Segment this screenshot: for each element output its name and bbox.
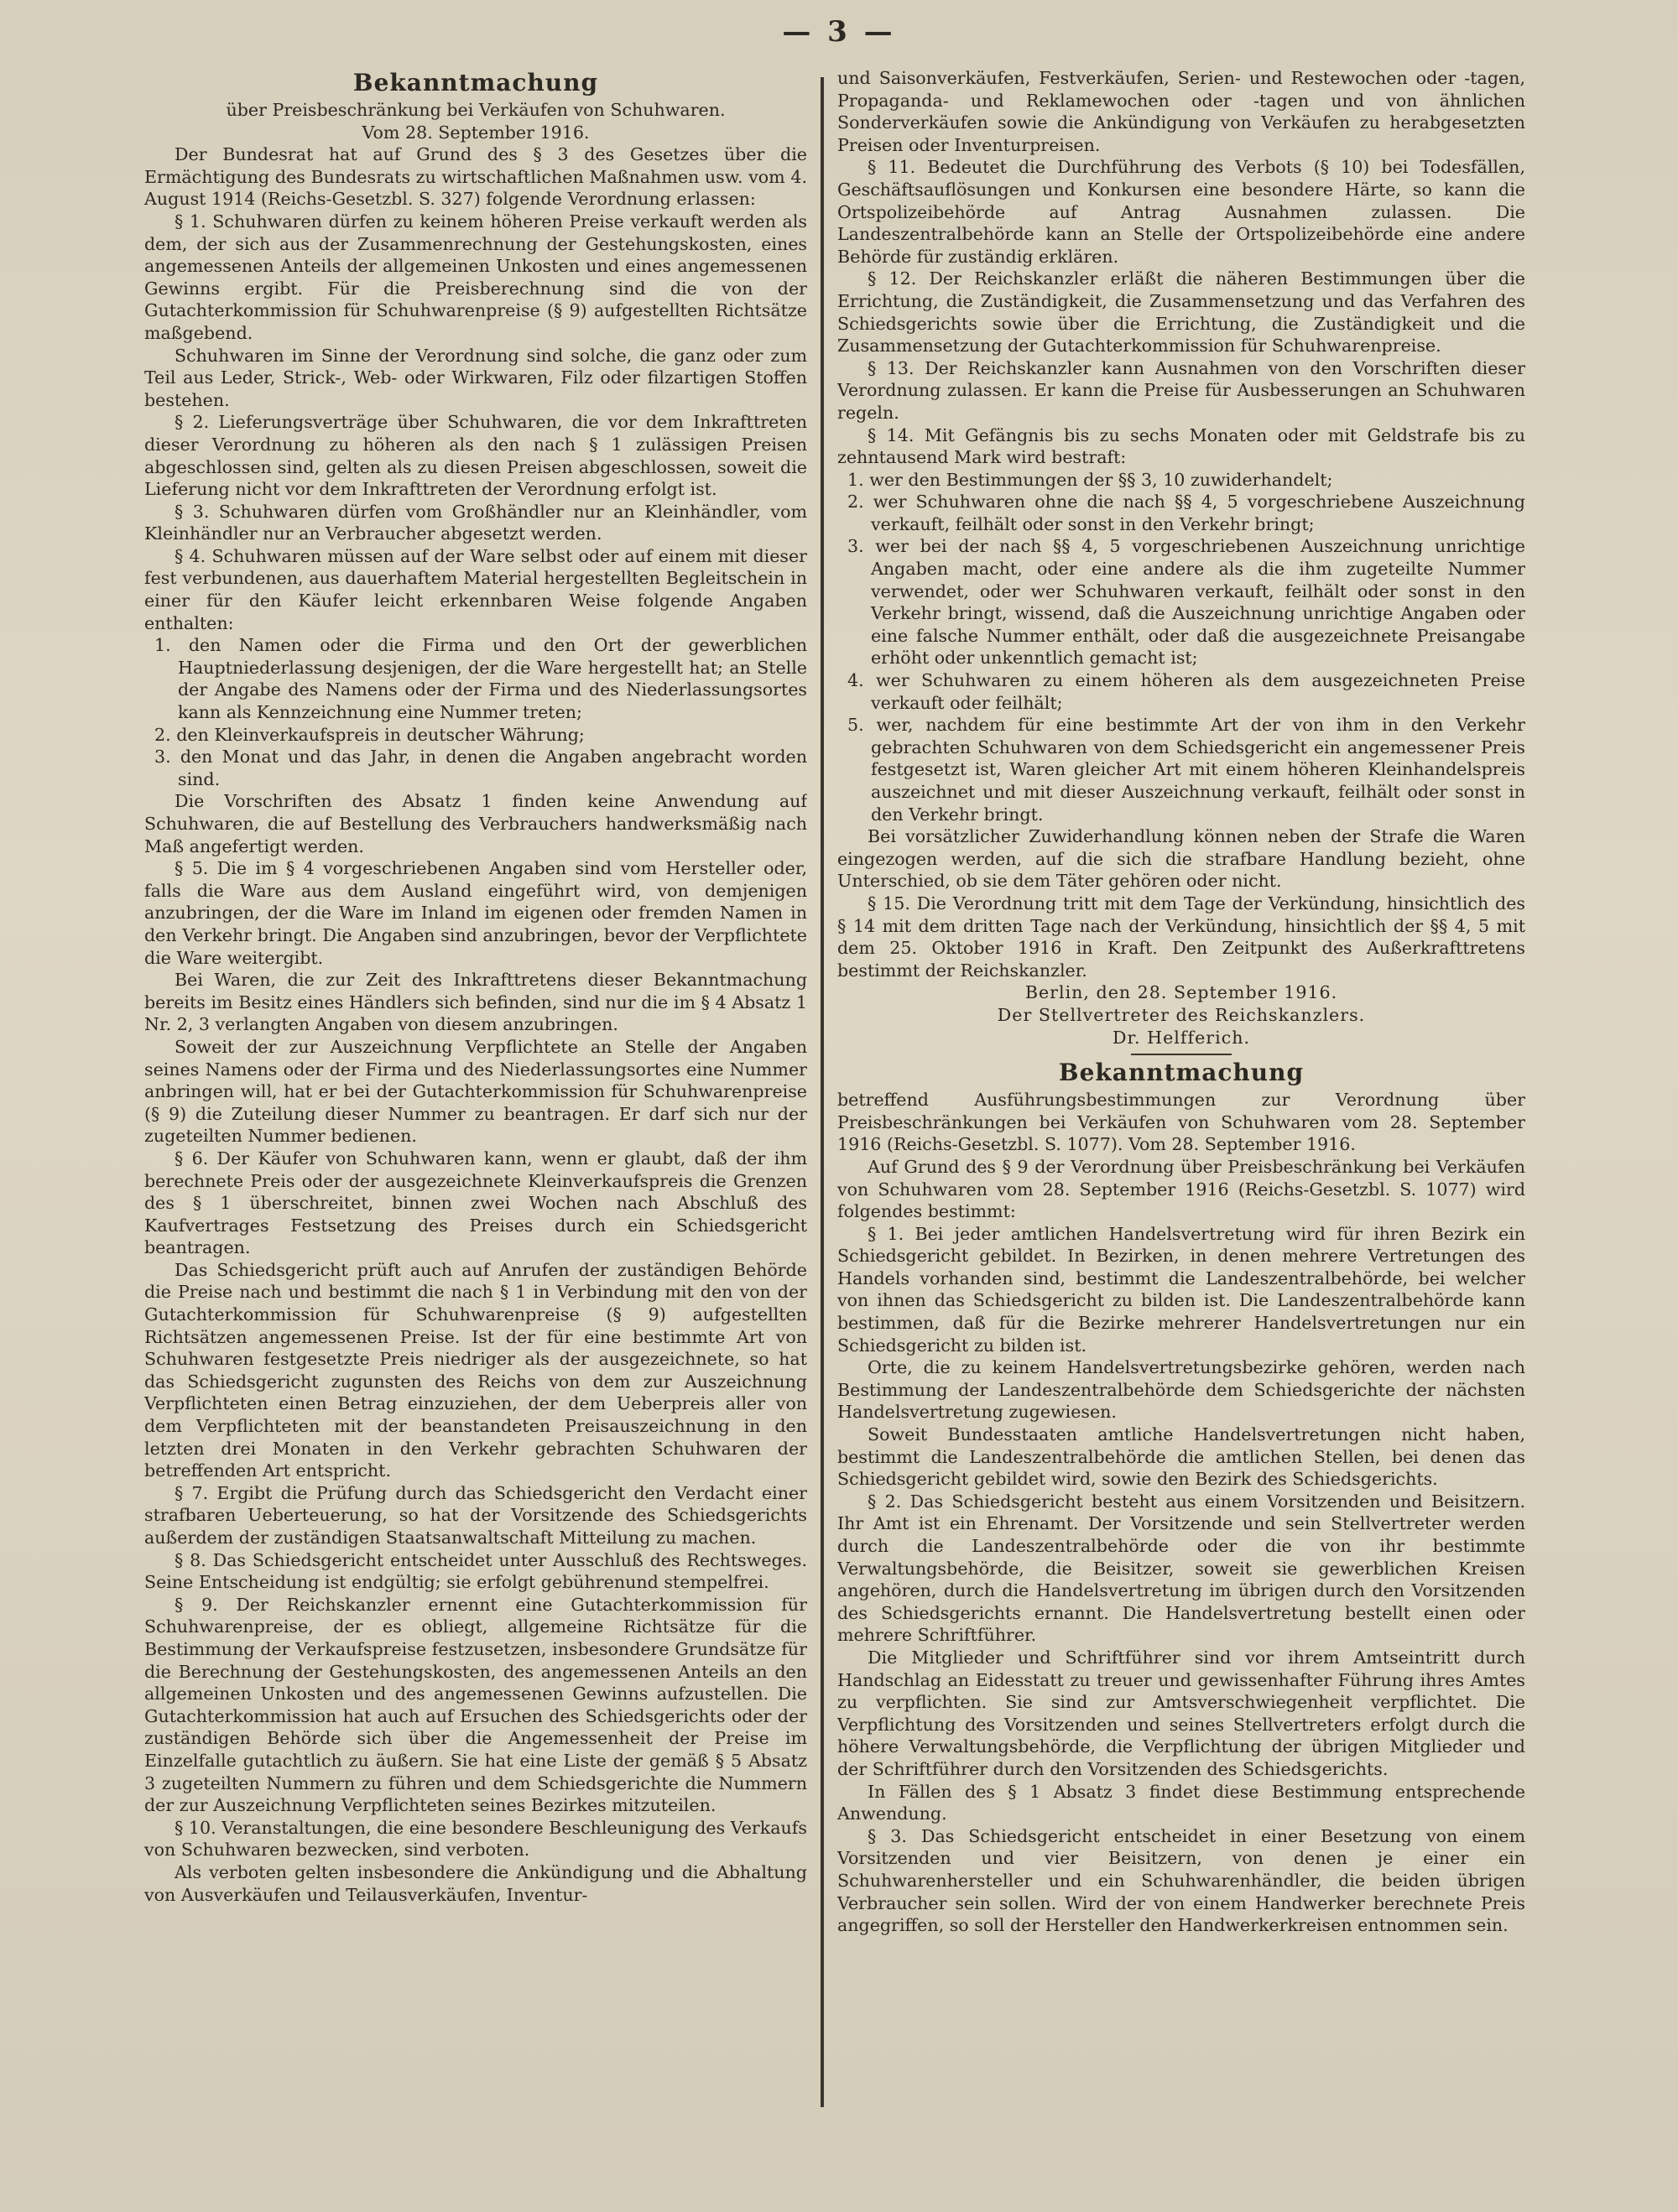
paragraph-section-5: § 5. Die im § 4 vorgeschriebenen Angaben sind vom Hersteller oder, falls die Ware aus dem Ausland eingeführt wird, von demjenigen anzubringen, der die Ware im Inland im eigenen oder fremden Namen in den Verkehr bringt. Die Angaben sind anzubringen, bevor der Verpflichtete die Ware weitergibt.: [144, 858, 807, 968]
page-number: — 3 —: [782, 15, 896, 49]
section-4-list: [144, 634, 807, 790]
paragraph-section-8: § 8. Das Schiedsgericht entscheidet unter Ausschluß des Rechtsweges. Seine Entscheidung ist endgültig; sie erfolgt gebührenund stempelfrei.: [144, 1549, 807, 1593]
paragraph-section-6: § 6. Der Käufer von Schuhwaren kann, wenn er glaubt, daß der ihm berechnete Preis oder der ausgezeichnete Kleinverkaufspreis die Grenzen des § 1 überschreitet, binnen zwei Wochen nach Abschluß des Kaufvertrages Festsetzung des Preises durch ein Schiedsgericht beantragen.: [144, 1148, 807, 1258]
list-item: 1. wer den Bestimmungen der §§ 3, 10 zuwiderhandelt;: [847, 469, 1333, 490]
paragraph-section-5-number: Soweit der zur Auszeichnung Verpflichtete an Stelle der Angaben seines Namens oder der Firma und des Niederlassungsortes eine Nummer anbringen will, hat er bei der Gutachterkommission für Schuhwarenpreise (§ 9) die Zuteilung dieser Nummer zu beantragen. Er darf sich nur der zugeteilten Nummer bedienen.: [144, 1036, 807, 1147]
announcement-title: Bekanntmachung: [352, 69, 599, 96]
left-column: [144, 67, 807, 2189]
paragraph-section-1: § 1. Schuhwaren dürfen zu keinem höheren Preise verkauft werden als dem, der sich aus der Zusammenrechnung der Gestehungskosten, eines angemessenen Anteils der allgemeinen Unkosten und eines angemessenen Gewinns ergibt. Für die Preisberechnung sind die von der Gutachterkommission für Schuhwarenpreise (§ 9) aufgestellten Richtsätze maßgebend.: [144, 211, 807, 343]
paragraph-regulation-subject: betreffend Ausführungsbestimmungen zur Verordnung über Preisbeschränkungen bei Verkäufen von Schuhwaren vom 28. September 1916 (Reichs-Gesetzbl. S. 1077). Vom 28. September 1916.: [837, 1090, 1525, 1155]
paragraph-section-14: § 14. Mit Gefängnis bis zu sechs Monaten oder mit Geldstrafe bis zu zehntausend Mark wird bestraft:: [837, 424, 1525, 468]
list-item: 2. den Kleinverkaufspreis in deutscher Währung;: [154, 724, 585, 745]
announcement-date: Vom 28. September 1916.: [362, 122, 590, 143]
paragraph-section-5-dealers: Bei Waren, die zur Zeit des Inkrafttretens dieser Bekanntmachung bereits im Besitz eines Händlers sich befinden, sind nur die im § 4 Absatz 1 Nr. 2, 3 verlangten Angaben von diesem anzubringen.: [144, 970, 807, 1035]
announcement-title-2: Bekanntmachung: [1058, 1059, 1305, 1087]
right-column: [837, 67, 1525, 2189]
paragraph-section-7: § 7. Ergibt die Prüfung durch das Schiedsgericht den Verdacht einer strafbaren Ueberteuerung, so hat der Vorsitzende des Schiedsgerichts außerdem der zuständigen Staatsanwaltschaft Mitteilung zu machen.: [144, 1482, 807, 1548]
paragraph-section-12: § 12. Der Reichskanzler erläßt die näheren Bestimmungen über die Errichtung, die Zuständigkeit, die Zusammensetzung und das Verfahren des Schiedsgerichts sowie über die Errichtung, die Zuständigkeit und die Zusammensetzung der Gutachterkommission für Schuhwarenpreise.: [837, 268, 1525, 357]
paragraph-reg-places: Orte, die zu keinem Handelsvertretungsbezirke gehören, werden nach Bestimmung der Landeszentralbehörde dem Schiedsgerichte der nächsten Handelsvertretung zugewiesen.: [837, 1357, 1525, 1423]
paragraph-section-2: § 2. Lieferungsverträge über Schuhwaren, die vor dem Inkrafttreten dieser Verordnung zu höheren als den nach § 1 zulässigen Preisen abgeschlossen sind, gelten als zu diesen Preisen abgeschlossen, soweit die Lieferung nicht vor dem Inkrafttreten der Verordnung erfolgt ist.: [144, 412, 807, 500]
signature-role: Der Stellvertreter des Reichskanzlers.: [997, 1004, 1366, 1025]
paragraph-preamble: Der Bundesrat hat auf Grund des § 3 des Gesetzes über die Ermächtigung des Bundesrats zu wirtschaftlichen Maßnahmen usw. vom 4. August 1914 (Reichs-Gesetzbl. S. 327) folgende Verordnung erlassen:: [144, 144, 807, 210]
paragraph-section-10: § 10. Veranstaltungen, die eine besondere Beschleunigung des Verkaufs von Schuhwaren bezwecken, sind verboten.: [144, 1817, 807, 1861]
signature-name: Dr. Helfferich.: [1112, 1027, 1251, 1048]
paragraph-section-4-exception: Die Vorschriften des Absatz 1 finden keine Anwendung auf Schuhwaren, die auf Bestellung des Verbrauchers handwerksmäßig nach Maß angefertigt werden.: [144, 791, 807, 856]
paragraph-definition: Schuhwaren im Sinne der Verordnung sind solche, die ganz oder zum Teil aus Leder, Strick-, Web- oder Wirkwaren, Filz oder filzartigen Stoffen bestehen.: [144, 345, 807, 410]
paragraph-confiscation: Bei vorsätzlicher Zuwiderhandlung können neben der Strafe die Waren eingezogen werden, auf die sich die strafbare Handlung bezieht, ohne Unterschied, ob sie dem Täter gehören oder nicht.: [837, 826, 1525, 892]
announcement-subtitle: über Preisbeschränkung bei Verkäufen von Schuhwaren.: [226, 100, 726, 120]
paragraph-reg-section-3: § 3. Das Schiedsgericht entscheidet in einer Besetzung von einem Vorsitzenden und vier Beisitzern, von denen je einer ein Schuhwarenhersteller und ein Schuhwarenhändler, die beiden übrigen Verbraucher sein sollen. Wird der von einem Handwerker berechnete Preis angegriffen, so soll der Hersteller den Handwerkerkreisen entnommen sein.: [837, 1825, 1525, 1936]
place-date: Berlin, den 28. September 1916.: [1024, 982, 1338, 1003]
list-item: 5. wer, nachdem für eine bestimmte Art der von ihm in den Verkehr gebrachten Schuhwaren von dem Schiedsgericht ein angemessener Preis festgesetzt ist, Waren gleicher Art mit einem höheren Kleinhandelspreis auszeichnet und mit dieser Auszeichnung verkauft, feilhält oder sonst in den Verkehr bringt.: [847, 715, 1525, 825]
list-item: 3. wer bei der nach §§ 4, 5 vorgeschriebenen Auszeichnung unrichtige Angaben macht, oder eine andere als die ihm zugeteilte Nummer verwendet, oder wer Schuhwaren verkauft, feilhält oder sonst in den Verkehr bringt, wissend, daß die Auszeichnung unrichtige Angaben oder eine falsche Nummer enthält, oder daß die ausgezeichnete Preisangabe erhöht oder unkenntlich gemacht ist;: [847, 536, 1525, 669]
section-separator: [1131, 1054, 1232, 1055]
paragraph-reg-states: Soweit Bundesstaaten amtliche Handelsvertretungen nicht haben, bestimmt die Landeszentralbehörde die amtlichen Stellen, bei denen das Schiedsgericht gebildet wird, sowie den Bezirk des Schiedsgerichts.: [837, 1424, 1525, 1490]
paragraph-section-13: § 13. Der Reichskanzler kann Ausnahmen von den Vorschriften dieser Verordnung zulassen. Er kann die Preise für Ausbesserungen an Schuhwaren regeln.: [837, 357, 1525, 423]
paragraph-section-15: § 15. Die Verordnung tritt mit dem Tage der Verkündung, hinsichtlich des § 14 mit dem dritten Tage nach der Verkündung, hinsichtlich der §§ 4, 5 mit dem 25. Oktober 1916 in Kraft. Den Zeitpunkt des Außerkrafttretens bestimmt der Reichskanzler.: [837, 893, 1525, 981]
column-divider: [821, 77, 824, 2107]
paragraph-reg-cases: In Fällen des § 1 Absatz 3 findet diese Bestimmung entsprechende Anwendung.: [837, 1781, 1525, 1824]
paragraph-legal-basis: Auf Grund des § 9 der Verordnung über Preisbeschränkung bei Verkäufen von Schuhwaren vom 28. September 1916 (Reichs-Gesetzbl. S. 1077) wird folgendes bestimmt:: [837, 1156, 1525, 1222]
paragraph-section-6-review: Das Schiedsgericht prüft auch auf Anrufen der zuständigen Behörde die Preise nach und bestimmt die nach § 1 in Verbindung mit den von der Gutachterkommission für Schuhwarenpreise (§ 9) aufgestellten Richtsätzen angemessenen Preise. Ist der für eine bestimmte Art von Schuhwaren festgesetzte Preis niedriger als der ausgezeichnete, so hat das Schiedsgericht zugunsten des Reichs von dem zur Auszeichnung Verpflichteten einen Betrag einzuziehen, der dem Ueberpreis aller von dem Verpflichteten mit der beanstandeten Preisauszeichnung in den letzten drei Monaten in den Verkehr gebrachten Schuhwaren der betreffenden Art entspricht.: [144, 1259, 807, 1481]
list-item: 2. wer Schuhwaren ohne die nach §§ 4, 5 vorgeschriebene Auszeichnung verkauft, feilhält oder sonst in den Verkehr bringt;: [847, 492, 1525, 534]
paragraph-section-9: § 9. Der Reichskanzler ernennt eine Gutachterkommission für Schuhwarenpreise, der es obliegt, allgemeine Richtsätze für die Bestimmung der Verkaufspreise festzusetzen, insbesondere Grundsätze für die Berechnung der Gestehungskosten, des angemessenen Anteils an den allgemeinen Unkosten und des angemessenen Gewinns aufzustellen. Die Gutachterkommission hat auch auf Ersuchen des Schiedsgerichts oder der zuständigen Behörde sich über die Angemessenheit der Preise im Einzelfalle gutachtlich zu äußern. Sie hat eine Liste der gemäß § 5 Absatz 3 zugeteilten Nummern zu führen und dem Schiedsgerichte die Nummern der zur Auszeichnung Verpflichteten seines Bezirkes mitzuteilen.: [144, 1594, 807, 1816]
list-item: 4. wer Schuhwaren zu einem höheren als dem ausgezeichneten Preise verkauft oder feilhält;: [847, 670, 1525, 713]
list-item: 1. den Namen oder die Firma und den Ort der gewerblichen Hauptniederlassung desjenigen, der die Ware hergestellt hat; an Stelle der Angabe des Namens oder der Firma und des Niederlassungsortes kann als Kennzeichnung eine Nummer treten;: [154, 635, 807, 723]
list-item: 3. den Monat und das Jahr, in denen die Angaben angebracht worden sind.: [154, 747, 807, 789]
paragraph-section-10-forbidden: Als verboten gelten insbesondere die Ankündigung und die Abhaltung von Ausverkäufen und Teilausverkäufen, Inventur-: [144, 1861, 807, 1905]
paragraph-reg-members: Die Mitglieder und Schriftführer sind vor ihrem Amtseintritt durch Handschlag an Eidesstatt zu treuer und gewissenhafter Führung ihres Amtes zu verpflichten. Sie sind zur Amtsverschwiegenheit verpflichtet. Die Verpflichtung des Vorsitzenden und seines Stellvertreters erfolgt durch die höhere Verwaltungsbehörde, die Verpflichtung der übrigen Mitglieder und der Schriftführer durch den Vorsitzenden des Schiedsgerichts.: [837, 1647, 1525, 1779]
section-14-list: [837, 469, 1525, 826]
paragraph-continuation: und Saisonverkäufen, Festverkäufen, Serien- und Restewochen oder -tagen, Propaganda- und Reklamewochen oder -tagen und von ähnlichen Sonderverkäufen sowie die Ankündigung von Verkäufen zu herabgesetzten Preisen oder Inventurpreisen.: [837, 68, 1525, 155]
paragraph-section-4: § 4. Schuhwaren müssen auf der Ware selbst oder auf einem mit dieser fest verbundenen, aus dauerhaftem Material hergestellten Begleitschein in einer für den Käufer leicht erkennbaren Weise folgende Angaben enthalten:: [144, 545, 807, 633]
paragraph-section-11: § 11. Bedeutet die Durchführung des Verbots (§ 10) bei Todesfällen, Geschäftsauflösungen und Konkursen eine besondere Härte, so kann die Ortspolizeibehörde auf Antrag Ausnahmen zulassen. Die Landeszentralbehörde kann an Stelle der Ortspolizeibehörde eine andere Behörde für zuständig erklären.: [837, 157, 1525, 267]
paragraph-reg-section-1: § 1. Bei jeder amtlichen Handelsvertretung wird für ihren Bezirk ein Schiedsgericht gebildet. In Bezirken, in denen mehrere Vertretungen des Handels vorhanden sind, bestimmt die Landeszentralbehörde, bei welcher von ihnen das Schiedsgericht zu bilden ist. Die Landeszentralbehörde kann bestimmen, daß für die Bezirke mehrerer Handelsvertretungen nur ein Schiedsgericht zu bilden ist.: [837, 1223, 1525, 1356]
paragraph-section-3: § 3. Schuhwaren dürfen vom Großhändler nur an Kleinhändler, vom Kleinhändler nur an Verbraucher abgesetzt werden.: [144, 501, 807, 544]
paragraph-reg-section-2: § 2. Das Schiedsgericht besteht aus einem Vorsitzenden und Beisitzern. Ihr Amt ist ein Ehrenamt. Der Vorsitzende und sein Stellvertreter werden durch die Landeszentralbehörde oder die von ihr bestimmte Verwaltungsbehörde, die Beisitzer, soweit sie gewerblichen Kreisen angehören, durch die Handelsvertretung im übrigen durch den Vorsitzenden des Schiedsgerichts ernannt. Die Handelsvertretung bestellt einen oder mehrere Schriftführer.: [837, 1491, 1525, 1646]
